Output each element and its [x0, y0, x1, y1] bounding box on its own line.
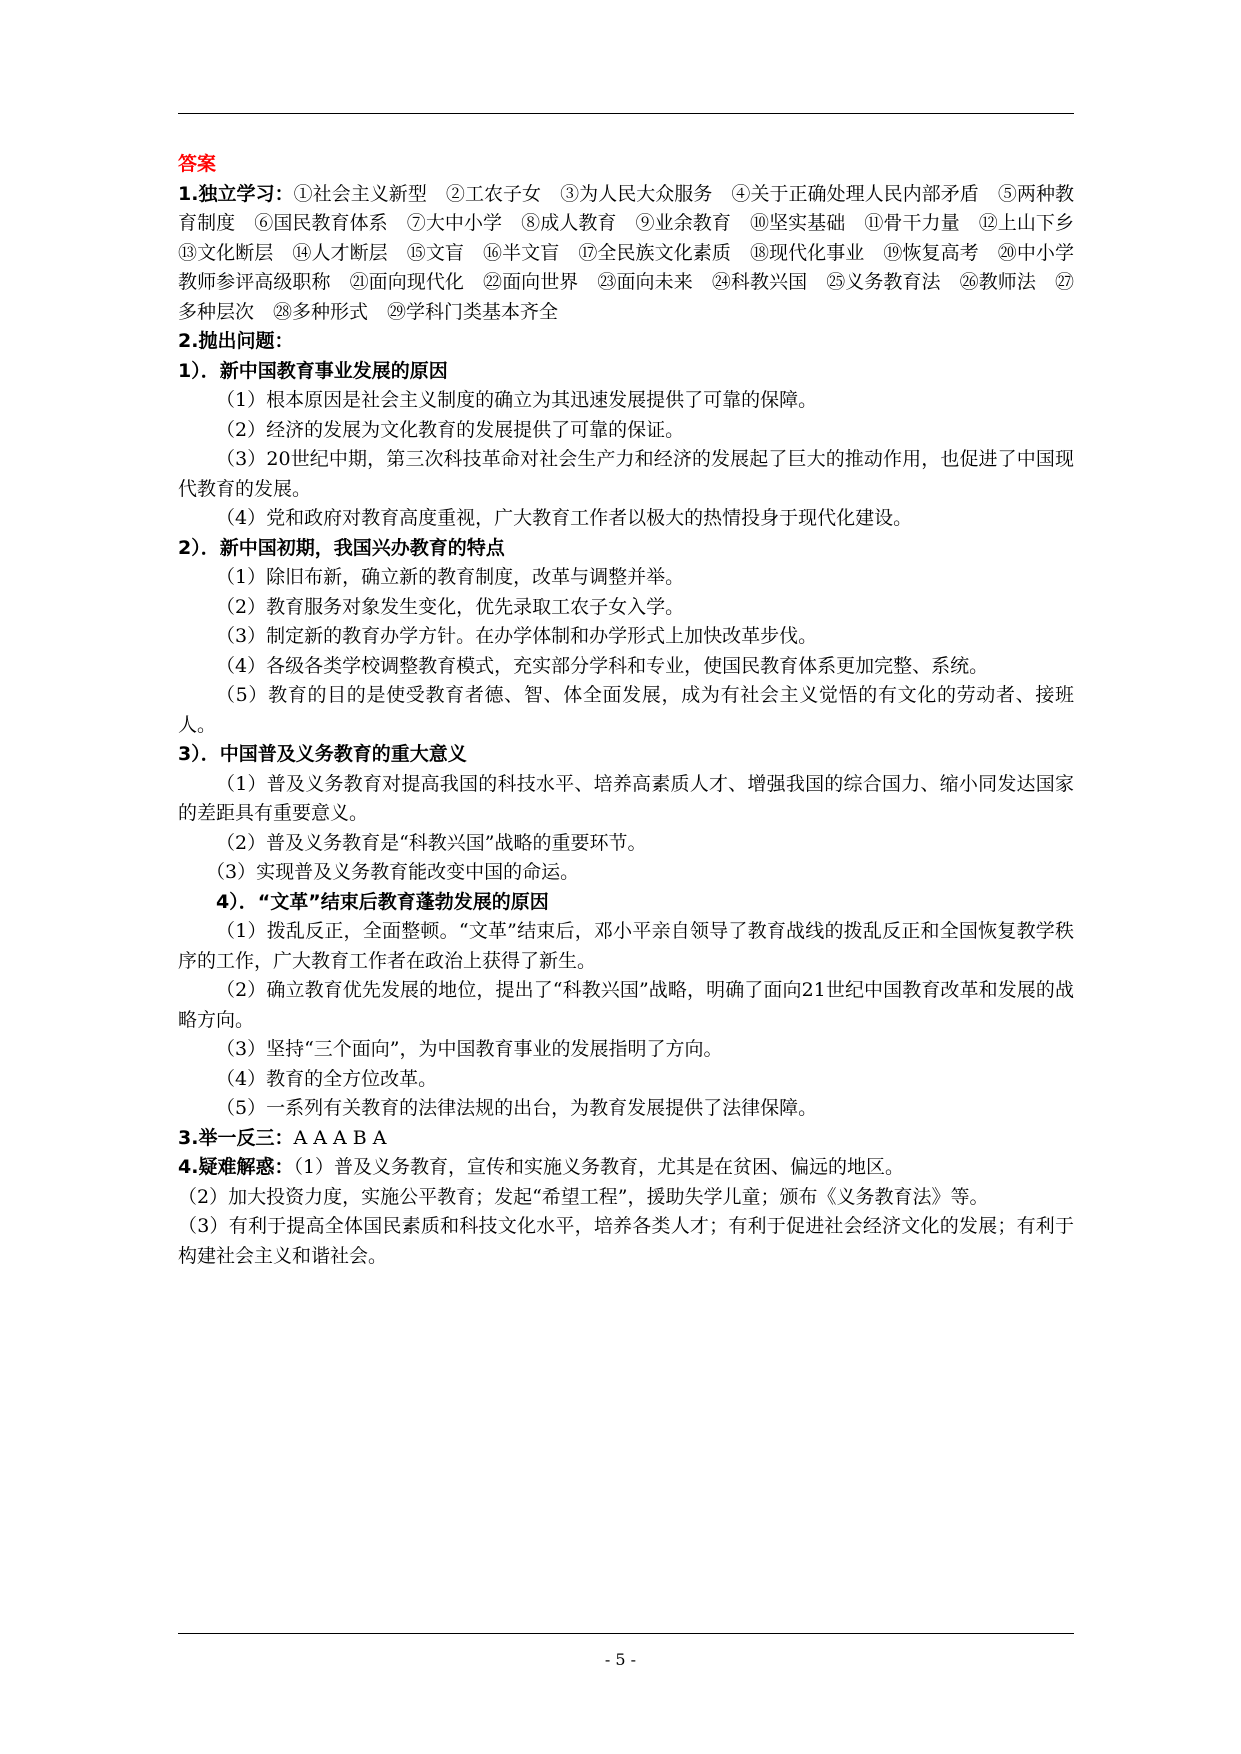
question-4-item: （5）一系列有关教育的法律法规的出台，为教育发展提供了法律保障。 — [216, 1097, 818, 1119]
section-1-head: 1.独立学习： — [178, 182, 294, 205]
question-2-item: （2）教育服务对象发生变化，优先录取工农子女入学。 — [216, 595, 685, 618]
question-3-item: （3）实现普及义务教育能改变中国的命运。 — [206, 861, 580, 883]
question-1-item: （2）经济的发展为文化教育的发展提供了可靠的保证。 — [216, 418, 685, 441]
section-3-answers: A A A B A — [293, 1126, 387, 1149]
question-1-item: （3）20世纪中期，第三次科技革命对社会生产力和经济的发展起了巨大的推动作用，也促进了中国现代教育的发展。 — [178, 448, 1074, 500]
question-2-item: （5）教育的目的是使受教育者德、智、体全面发展，成为有社会主义觉悟的有文化的劳动者、接班人。 — [178, 684, 1074, 736]
document-body — [178, 150, 1094, 1271]
section-4-first: （1）普及义务教育，宣传和实施义务教育，尤其是在贫困、偏远的地区。 — [293, 1156, 905, 1178]
section-3 — [178, 1124, 1074, 1154]
question-3-item: （2）普及义务教育是“科教兴国”战略的重要环节。 — [216, 831, 647, 854]
question-4-head: 4）．“文革”结束后教育蓬勃发展的原因 — [216, 890, 549, 913]
question-4-item: （1）拨乱反正，全面整顿。“文革”结束后，邓小平亲自领导了教育战线的拨乱反正和全国恢复教学秩序的工作，广大教育工作者在政治上获得了新生。 — [178, 920, 1074, 972]
question-3-item: （1）普及义务教育对提高我国的科技水平、培养高素质人才、增强我国的综合国力、缩小同发达国家的差距具有重要意义。 — [178, 772, 1074, 824]
section-4-item: （3）有利于提高全体国民素质和科技文化水平，培养各类人才；有利于促进社会经济文化的发展；有利于构建社会主义和谐社会。 — [178, 1215, 1074, 1267]
section-1 — [178, 180, 1094, 328]
question-4-item: （2）确立教育优先发展的地位，提出了“科教兴国”战略，明确了面向21世纪中国教育改革和发展的战略方向。 — [178, 979, 1074, 1031]
question-2-item: （1）除旧布新，确立新的教育制度，改革与调整并举。 — [216, 566, 685, 588]
question-4-item: （4）教育的全方位改革。 — [216, 1067, 438, 1090]
section-2-head: 2.抛出问题： — [178, 330, 294, 352]
question-2-item: （4）各级各类学校调整教育模式，充实部分学科和专业，使国民教育体系更加完整、系统。 — [216, 654, 989, 677]
section-1-text: ①社会主义新型 ②工农子女 ③为人民大众服务 ④关于正确处理人民内部矛盾 ⑤两种教育制度 ⑥国民教育体系 ⑦大中小学 ⑧成人教育 ⑨业余教育 ⑩坚实基础 ⑪骨干力量 ⑫上山下乡 ⑬文化断层 ⑭人才断层 ⑮文盲 ⑯半文盲 ⑰全民族文化素质 ⑱现代化事业 ⑲恢复高考 ⑳中小学教师参评高级职称 ㉑面向现代化 ㉒面向世界 ㉓面向未来 ㉔科教兴国 ㉕义务教育法 ㉖教师法 ㉗多种层次 ㉘多种形式 ㉙学科门类基本齐全 — [178, 182, 1094, 323]
section-3-head: 3.举一反三： — [178, 1126, 294, 1149]
section-4 — [178, 1153, 1074, 1183]
question-2-item: （3）制定新的教育办学方针。在办学体制和办学形式上加快改革步伐。 — [216, 625, 818, 647]
question-1-item: （1）根本原因是社会主义制度的确立为其迅速发展提供了可靠的保障。 — [216, 389, 818, 411]
answer-title: 答案 — [178, 153, 217, 175]
question-2-head: 2）．新中国初期，我国兴办教育的特点 — [178, 536, 505, 559]
page-number: - 5 - — [604, 1650, 637, 1669]
section-4-item: （2）加大投资力度，实施公平教育；发起“希望工程”，援助失学儿童；颁布《义务教育法》等。 — [178, 1185, 989, 1208]
question-1-head: 1）．新中国教育事业发展的原因 — [178, 359, 448, 382]
section-4-head: 4.疑难解惑： — [178, 1156, 294, 1178]
footer-rule — [178, 1633, 1074, 1634]
question-4-item: （3）坚持“三个面向”，为中国教育事业的发展指明了方向。 — [216, 1038, 723, 1060]
question-3-head: 3）．中国普及义务教育的重大意义 — [178, 743, 467, 765]
question-1-item: （4）党和政府对教育高度重视，广大教育工作者以极大的热情投身于现代化建设。 — [216, 507, 913, 529]
header-rule — [178, 113, 1074, 114]
